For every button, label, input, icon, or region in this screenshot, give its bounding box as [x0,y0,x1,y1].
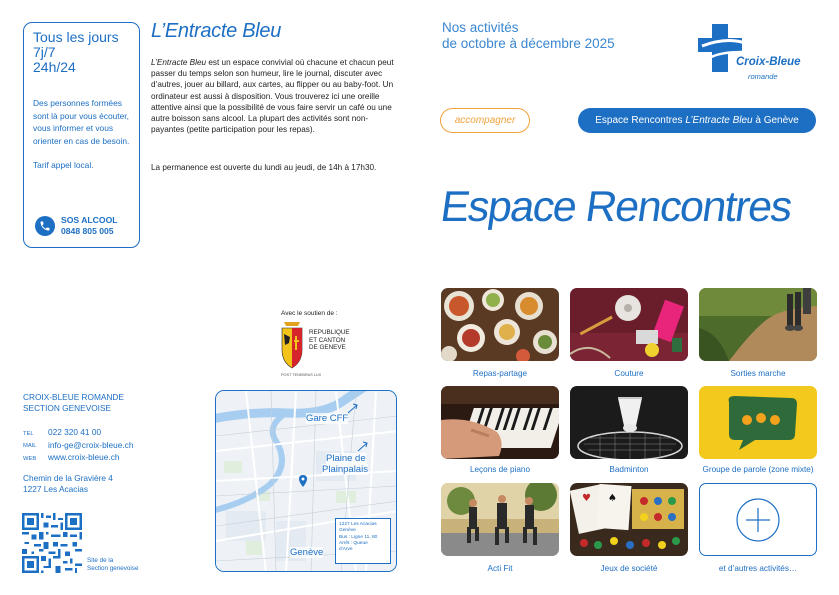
sos-alcool-contact[interactable] [35,215,118,237]
geneva-coat-of-arms [281,320,350,370]
map-info-line-2: Genève [339,528,356,534]
activity-label-badminton: Badminton [609,465,649,474]
organisation-name [23,392,124,414]
map-label-gare: Gare CFF [306,413,349,424]
sos-number: 0848 805 005 [61,226,114,236]
espace-rencontres-pill [578,108,816,133]
map-info-line-3: Bus : Ligne 11, 80 [339,534,378,540]
opening-hours: La permanence est ouverte du lundi au jeudi, de 14h à 17h30. [151,163,377,172]
board-games-photo [570,483,688,556]
web-label: WEB [23,455,37,462]
piano-photo [441,386,559,459]
activity-label-repas: Repas-partage [472,369,528,378]
support-label: Avec le soutien de : [281,310,338,317]
logo-name: Croix-Bleue [736,56,801,68]
activity-label-actifit: Acti Fit [487,564,513,573]
badminton-photo [570,386,688,459]
map-label-geneve: Genève [290,547,324,558]
support-line-3: DE GENEVE [309,344,346,351]
more-activities-tile [699,483,817,556]
activity-label-sorties: Sorties marche [730,369,786,378]
address-line-1: Chemin de la Gravière 4 [23,473,113,483]
sewing-photo [570,288,688,361]
map-label-plaine-2: Plainpalais [322,464,368,475]
hours-line-3: 24h/24 [33,59,76,75]
address-line-2: 1227 Les Acacias [23,484,89,494]
activity-label-groupe: Groupe de parole (zone mixte) [702,465,814,474]
website-link[interactable]: www.croix-bleue.ch [48,452,120,462]
pill-suffix: à Genève [755,115,799,126]
croix-bleue-logo [698,22,818,82]
sos-title: SOS ALCOOL [61,215,118,225]
org-line-2: SECTION GENEVOISE [23,403,112,413]
map-access-info [335,518,391,564]
hotline-tariff: Tarif appel local. [33,160,94,170]
svg-text:♠: ♠ [608,493,617,504]
map-info-line-1: 1227 Les Acacias [339,522,377,527]
qr-code[interactable] [22,513,82,573]
logo-subtitle: romande [748,72,778,81]
contact-details [23,427,133,465]
hours-line-2: 7j/7 [33,44,56,60]
map-label-plaine-1: Plaine de [326,453,366,464]
mail-label: MAIL [23,443,37,449]
qr-caption-line-1: Site de la [87,557,114,564]
entracte-body-text: est un espace convivial où chacune et chacun peut passer du temps selon son humeur, lire le journal, discuter avec d’autres, jouer au billard, aux cartes, au flipper ou au baby-foot. Un ordinateur est aussi à disposition. Vous trouverez ici une oreille attentive ainsi que la possibilité de vous faire servir un café ou une autre boisson sans alcool. La plupart des activités sont non-payantes (petite participation pour les repas). [151,58,394,135]
activity-label-jeux: Jeux de société [600,564,658,573]
hotline-info-box [23,22,140,248]
activity-label-piano: Leçons de piano [469,465,531,474]
phone-number[interactable]: 022 320 41 00 [48,427,102,437]
entracte-name: L’Entracte Bleu [151,58,207,67]
speech-bubble-photo [699,386,817,459]
main-title: Espace Rencontres [437,183,795,231]
support-line-1: REPUBLIQUE [309,329,350,336]
activities-heading: Nos activités [442,20,519,35]
plus-icon [735,497,781,543]
activities-dates: de octobre à décembre 2025 [442,36,615,51]
email-link[interactable]: info-ge@croix-bleue.ch [48,439,134,450]
hiking-photo [699,288,817,361]
support-line-2: ET CANTON [309,336,346,344]
location-map[interactable] [215,390,397,572]
activity-label-autres: et d’autres activités… [718,564,798,573]
pill-prefix: Espace Rencontres [595,115,683,126]
food-photo [441,288,559,361]
qr-caption-line-2: Section genevoise [87,565,139,573]
activities-period [442,20,615,52]
qr-caption [87,557,138,574]
phone-icon [35,216,55,236]
entracte-title: L’Entracte Bleu [151,20,282,42]
org-line-1: CROIX-BLEUE ROMANDE [23,392,124,402]
activity-label-couture: Couture [614,369,644,378]
entracte-description [151,57,396,135]
map-info-line-5: d’Arve [339,547,353,553]
map-info-line-4: Arrêt : Queue [339,540,368,546]
tel-label: TEL [23,430,34,437]
hours-line-1: Tous les jours [33,29,119,45]
support-motto: POST TENEBRAS LUX [281,373,322,377]
accompagner-pill: accompagner [440,108,530,133]
pill-name: L’Entracte Bleu [685,115,753,126]
svg-text:♥: ♥ [582,493,591,504]
postal-address [23,473,113,495]
hotline-description: Des personnes formées sont là pour vous écouter, vous informer et vous orienter en cas de besoin. [33,98,130,146]
geneva-shield-icon [281,320,303,370]
running-photo [441,483,559,556]
